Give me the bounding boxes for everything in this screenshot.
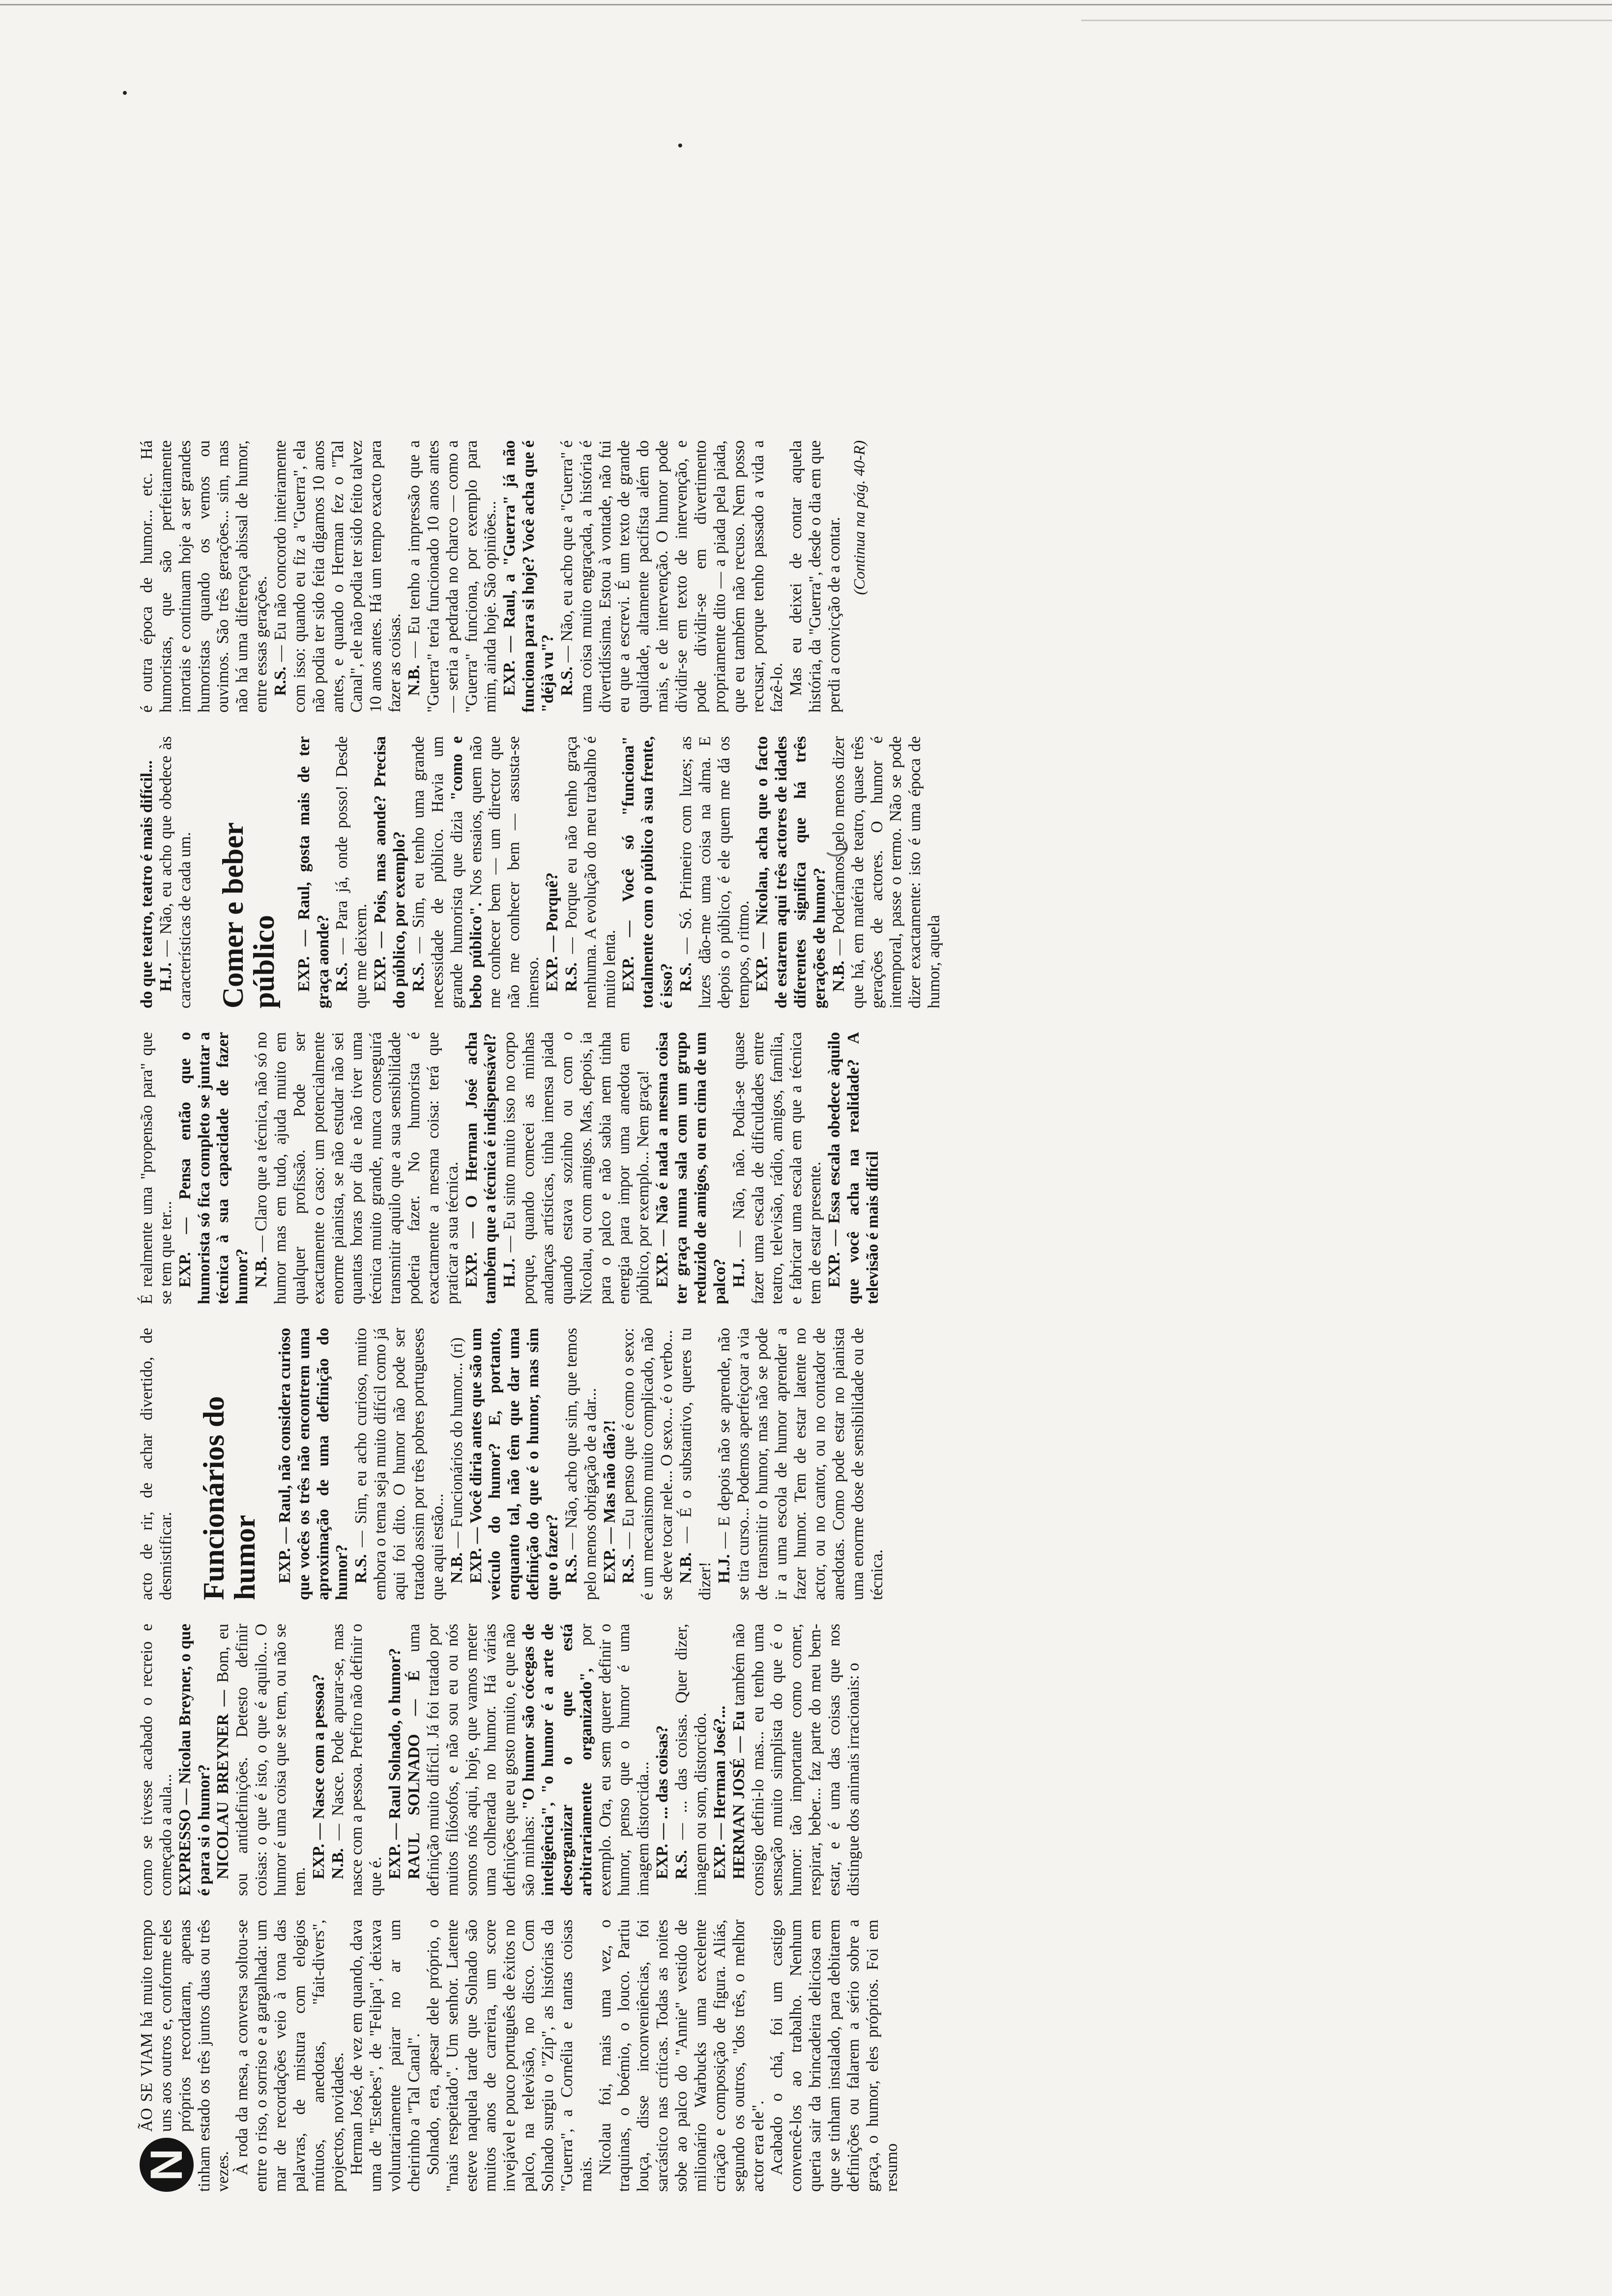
paragraph: Herman José, de vez em quando, dava uma de "Estebes", de "Felipa", deixava voluntariamente pairar no ar um cheirinho a "Tal Canal". <box>347 1920 424 2192</box>
interview-answer: R.S. — Não, eu acho que a "Guerra" é uma coisa muito engraçada, a história é divertidíssima. Estou à vontade, não fui eu que a escrevi. É um texto de grande qualidade, altamente pacifista além do mais, e de intervenção. O humor pode dividir-se em texto de intervenção, e pode dividir-se em divertimento propriamente dito — a piada pela piada, que eu também não recuso. Nem posso recusar, porque tenho passado a vida a fazê-lo. <box>557 440 786 713</box>
rotated-article-page <box>138 138 1553 2192</box>
interview-question: EXP. — Você diria antes que são um veículo do humor? E, portanto, enquanto tal, não têm que dar uma definição do que é o humor, mas sim que o fazer? <box>466 1328 561 1600</box>
interview-answer: H.J. — Eu sinto muito isso no corpo porque, quando comecei as minhas andanças artísticas, tinha imensa piada quando estava sozinho ou com o Nicolau, ou com amigos. Mas, depois, ia para o palco e não sabia nem tinha energia para impor uma anedota em público, por exemplo... Nem graça! <box>500 1032 653 1304</box>
interview-question: EXP. — Nasce com a pessoa? <box>309 1674 328 1879</box>
lead-paragraph: N ÃO SE VIAM há muito tempo uns aos outros e, conforme eles próprios recordaram, apenas tinham estado os três juntos duas ou três vezes. <box>138 1920 232 2192</box>
interview-question: EXP. — Mas não dão?! <box>600 1420 619 1583</box>
article-column-5 <box>138 736 944 1008</box>
paragraph: é outra época de humor... etc. Há humoristas, que são perfeitamente imortais e continuam hoje a ser grandes humoristas quando os vemos ou ouvimos. São três gerações... sim, mas não há uma diferença abissal de humor, entre essas gerações. <box>138 440 271 713</box>
paragraph: Solnado, era, apesar dele próprio, o "mais respeitado". Um senhor. Latente esteve naquela tarde que Solnado são muitos anos de carreira, um score invejável e pouco português de êxitos no palco, na televisão, no disco. Com Solnado surgiu o "Zip", as histórias da "Guerra", a Cornélia e tantas coisas mais. <box>424 1920 595 2192</box>
interview-question: EXP. — Raul, gosta mais de ter graça aonde? <box>294 736 332 1008</box>
interview-question: EXP. — Raul, não considera curioso que vocês os três não encontrem uma aproximação de uma definição do humor? <box>275 1328 351 1600</box>
interview-question: EXP. — Raul Solnado, o humor? <box>386 1648 404 1879</box>
interview-question: EXP. — Pensa então que o humorista só fica completo se juntar a técnica à sua capacidade de fazer humor? <box>175 1032 252 1304</box>
dropcap: N <box>140 2138 194 2192</box>
interview-question: EXP. — ... das coisas? <box>653 1725 672 1879</box>
article-column-6 <box>138 440 868 713</box>
scan-edge-top-right <box>1081 20 1612 21</box>
interview-answer: H.J. — Não, eu acho que obedece às características de cada um. <box>156 736 194 1008</box>
interview-answer: R.S. — Só. Primeiro com luzes; as luzes dão-me uma coisa na alma. E depois o público, é ele quem me dá os tempos, o ritmo. <box>676 736 752 1008</box>
paragraph: como se tivesse acabado o recreio e começado a aula... <box>138 1624 175 1896</box>
interview-answer: R.S. — Eu penso que é como o sexo: é um mecanismo muito complicado, não se deve tocar nele... O sexo... é o verbo... <box>619 1327 676 1600</box>
article-column-4 <box>138 1032 883 1304</box>
interview-answer: R.S. — Eu não concordo inteiramente com isso: quando eu fiz a "Guerra", ela não podia ter sido feita digamos 10 anos antes, e quando o Herman fez o "Tal Canal", ele não podia ter sido feito talvez 10 anos antes. Há um tempo exacto para fazer as coisas. <box>271 440 404 713</box>
interview-question: EXP. — Não é nada a mesma coisa ter graça numa sala com um grupo reduzido de amigos, ou em cima de um palco? <box>653 1032 729 1304</box>
interview-answer: RAUL SOLNADO — É uma definição muito difícil. Já foi tratado por muitos filósofos, e não sou eu ou nós somos nós aqui, hoje, que vamos meter uma colherada no humor. Há várias definições que eu gosto muito, e que não são minhas: "O humor são cócegas de inteligência", "o humor é a arte de desorganizar o que está arbitrariamente organizado", por exemplo. Ora, eu sem querer definir o humor, penso que o humor é uma imagem distorcida... <box>405 1623 653 1896</box>
paragraph: acto de rir, de achar divertido, de desmistificar. <box>138 1328 175 1600</box>
interview-answer: H.J. — Não, não. Podia-se quase fazer uma escala de dificuldades entre teatro, televisão, rádio, amigos, família, e fabricar uma escala em que a técnica tem de estar presente. <box>729 1032 825 1304</box>
interview-question: EXP. — Essa escala obedece àquilo que você acha na realidade? A televisão é mais difícil <box>825 1032 882 1304</box>
interview-answer: N.B. — Claro que a técnica, não só no humor mas em tudo, ajuda muito em qualquer profissão. Pode ser exactamente o caso: um potencialmente enorme pianista, se não estudar não sei quantas horas por dia e não tiver uma técnica muito grande, nunca conseguirá transmitir aquilo que a sua sensibilidade poderia fazer. No humorista é exactamente a mesma coisa: terá que praticar a sua técnica. <box>252 1032 461 1304</box>
interview-question: EXP. — Pois, mas aonde? Precisa do público, por exemplo? <box>371 736 409 1008</box>
scan-speck <box>123 91 127 95</box>
interview-answer: N.B. — Poderíamos pelo menos dizer que há, em matéria de teatro, quase três gerações de actores. O humor é intemporal, passe o termo. Não se pode dizer exactamente: isto é uma época de humor, aquela <box>829 736 944 1008</box>
interview-answer: N.B. — Nasce. Pode apurar-se, mas nasce com a pessoa. Prefiro não definir o que é. <box>328 1623 385 1896</box>
paragraph: É realmente uma "propensão para" que se tem que ter... <box>138 1032 175 1304</box>
paragraph: Acabado o chá, foi um castigo convencê-los ao trabalho. Nenhum queria sair da brincadeira deliciosa em que se tinham instalado, para debitarem definições ou falarem a sério sobre a graça, o humor, eles próprios. Foi em resumo <box>768 1920 901 2192</box>
article-columns <box>138 138 1553 2192</box>
interview-question: EXP. — Nicolau, acha que o facto de estarem aqui três actores de idades diferentes significa que há três gerações de humor? <box>753 736 829 1008</box>
interview-question: EXP. — Raul, a "Guerra" já não funciona para si hoje? Você acha que é "déjà vu"? <box>500 440 557 713</box>
interview-question: EXP. — Herman José?... <box>710 1705 729 1879</box>
article-column-2 <box>138 1624 864 1896</box>
continued-on-page-note: (Continua na pág. 40-R) <box>850 440 868 595</box>
paragraph: À roda da mesa, a conversa soltou-se entre o riso, o sorriso e a gargalhada: um mar de recordações veio à tona das palavras, de mistura com elogios mútuos, anedotas, "fait-divers", projectos, novidades. <box>233 1920 347 2192</box>
interview-answer: R.S. — Sim, eu tenho uma grande necessidade de público. Havia um grande humorista que dizia "como e bebo público". Nos ensaios, quem não me conhecer bem — um director que não me conhecer bem — assusta-se imenso. <box>409 736 543 1008</box>
interview-question: EXP. — Porquê? <box>543 872 561 992</box>
interview-answer: R.S. — Porque eu não tenho graça nenhuma. A evolução do meu trabalho é muito lenta. <box>562 736 619 1008</box>
interview-answer: H.J. — E depois não se aprende, não se tira curso... Podemos aperfeiçoar a via de transmitir o humor, mas não se pode ir a uma escola de humor aprender a fazer humor. Tem de estar latente no actor, ou no cantor, ou no contador de anedotas. Como pode estar no pianista uma enorme dose de sensibilidade ou de técnica. <box>715 1327 886 1600</box>
interview-answer: R.S. — Sim, eu acho curioso, muito embora o tema seja muito difícil como já aqui foi dito. O humor não pode ser tratado assim por três pobres portugueses que aqui estão... <box>352 1328 447 1600</box>
interview-answer: N.B. — Funcionários do humor... (ri) <box>447 1337 466 1583</box>
interview-answer: N.B. — É o substantivo, queres tu dizer! <box>676 1328 714 1600</box>
interview-answer: R.S. — ... das coisas. Quer dizer, imagem ou som, distorcido. <box>672 1623 710 1896</box>
scan-edge-top <box>0 4 1612 5</box>
interview-answer: NICOLAU BREYNER — Bom, eu sou antidefinições. Detesto definir coisas: o que é isto, o que é aquilo... O humor é uma coisa que se tem, ou não se tem. <box>214 1623 309 1896</box>
interview-question: EXPRESSO — Nicolau Breyner, o que é para si o humor? <box>175 1624 213 1896</box>
interview-answer: N.B. — Eu tenho a impressão que a "Guerra" teria funcionado 10 anos antes — seria a pedrada no charco — como a "Guerra" funciona, por exemplo para mim, ainda hoje. São opiniões... <box>405 440 500 713</box>
article-column-1 <box>138 1920 901 2192</box>
interview-answer: HERMAN JOSÉ — Eu também não consigo defini-lo mas... eu tenho uma sensação muito simplista do que é o humor: tão importante como comer, respirar, beber... faz parte do meu bem-estar, e é uma das coisas que nos distingue dos animais irracionais: o <box>729 1623 863 1896</box>
interview-question: EXP. — O Herman José acha também que a técnica é indispensável? <box>462 1032 500 1304</box>
interview-question: do que teatro, teatro é mais difícil... <box>138 760 156 1008</box>
interview-answer: R.S. — Para já, onde posso! Desde que me deixem. <box>333 736 371 1008</box>
section-heading: Comer e beber público <box>216 823 281 1008</box>
paragraph: Mas eu deixei de contar aquela história, da "Guerra", desde o dia em que perdi a convicção de a contar. <box>787 440 843 713</box>
article-column-3 <box>138 1328 887 1600</box>
interview-question: EXP. — Você só "funciona" totalmente com o público à sua frente, é isso? <box>619 736 676 1008</box>
paragraph: Nicolau foi, mais uma vez, o traquinas, o boémio, o louco. Partiu louça, disse inconveniências, foi sarcástico nas críticas. Todas as noites sobe ao palco do "Annie" vestido de milionário Warbucks uma excelente criação e composição de figura. Aliás, segundo os outros, "dos três, o melhor actor era ele". <box>596 1920 767 2192</box>
interview-answer: R.S. — Não, acho que sim, que temos pelo menos obrigação de a dar... <box>562 1328 600 1600</box>
section-heading: Funcionários do humor <box>197 1396 261 1600</box>
